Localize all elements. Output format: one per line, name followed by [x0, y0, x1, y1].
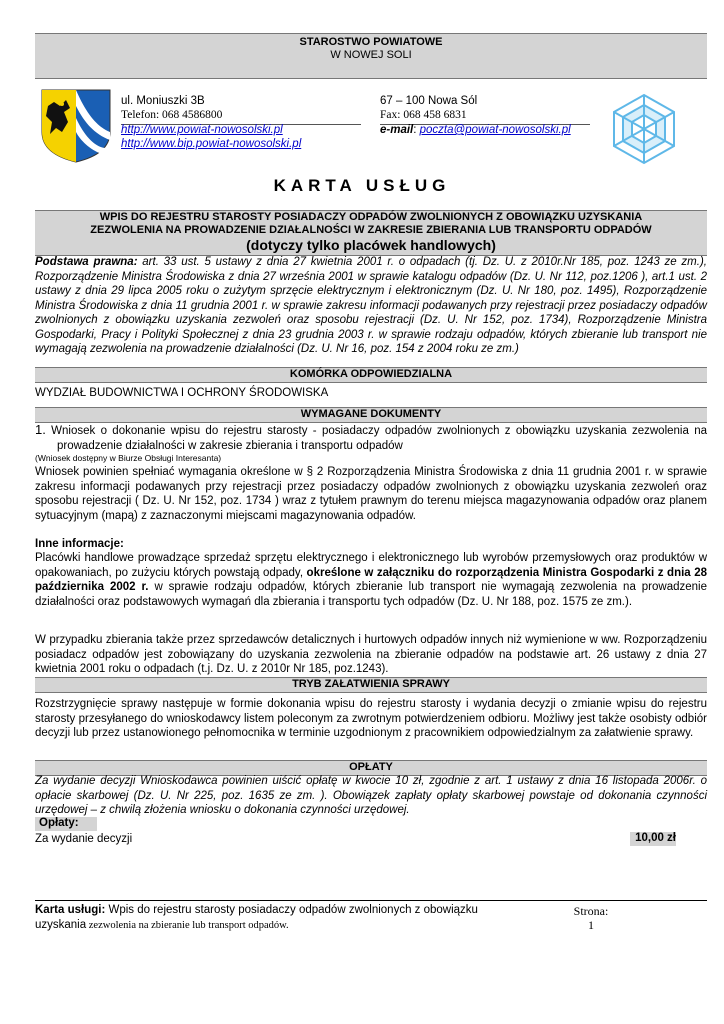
unit-heading: KOMÓRKA ODPOWIEDZIALNA — [35, 367, 707, 383]
subject-line-1: WPIS DO REJESTRU STAROSTY POSIADACZY ODPADÓW ZWOLNIONYCH Z OBOWIĄZKU UZYSKANIA — [99, 211, 643, 223]
email-separator: : — [413, 124, 420, 136]
office-header — [35, 33, 707, 79]
page-label: Strona: — [573, 904, 609, 918]
mode-text: Rozstrzygnięcie sprawy następuje w formie dokonania wpisu do rejestru starosty i wydania decyzji o zmianie wpisu do rejestru starosty przesyłanego do wnioskodawcy listem poleconym za zwrotnym potwierdzeniem odbioru. Możliwy jest także osobisty odbiór decyzji lub przez ustanowionego pełnomocnika w terminie uzgodnionym z pracownikiem odpowiedzialnym za załatwienie sprawy. — [35, 698, 707, 739]
mode-heading: TRYB ZAŁATWIENIA SPRAWY — [35, 677, 707, 693]
docs-item-number: 1. — [35, 422, 46, 437]
email-row — [380, 124, 571, 138]
legal-text: art. 33 ust. 5 ustawy z dnia 27 kwietnia 2001 r. o odpadach (tj. Dz. U. z 2010r.Nr 185, poz. 1243 ze zm.), Rozporządzenie Ministra Środowiska z dnia 27 września 2001 w sprawie katalogu odpadów (Dz. U. Nr 112, poz.1206 ), art.1 ust. 2 ustawy z dnia 29 lipca 2005 roku o zużytym sprzęcie elektrycznym i elektronicznym (Dz. U. Nr 180, poz. 1495), Rozporządzenie Ministra Środowiska z dnia 11 grudnia 2001 r. w sprawie zakresu informacji podawanych przy rejestracji przez posiadaczy odpadów zwolnionych z obowiązku uzyskania zezwoleń oraz sposobu rejestracji (Dz. U. Nr 152, poz. 1734), Rozporządzenie Ministra Gospodarki, Pracy i Polityki Społecznej z dnia 23 grudnia 2003 r. w sprawie rodzaju odpadów, których zbieranie lub transport nie wymagają zezwolenia na prowadzenie działalności (Dz. U. Nr 16, poz. 154 z 2004 roku ze zm.) — [35, 256, 707, 355]
info-paragraph-1 — [35, 551, 707, 609]
email-link[interactable]: poczta@powiat-nowosolski.pl — [419, 124, 571, 136]
info-heading: Inne informacje: — [35, 538, 124, 550]
website-link[interactable]: http://www.powiat-nowosolski.pl — [121, 124, 283, 136]
city: 67 – 100 Nowa Sól — [380, 95, 478, 107]
info-paragraph-2: W przypadku zbierania także przez sprzedawców detalicznych i hurtowych odpadów innych niż wymienione w ww. Rozporządzeniu posiadacz odpadów jest zobowiązany do uzyskania zezwolenia na zbieranie odpadów na podstawie art. 26 ustawy z dnia 27 kwietnia 2001 roku o odpadach (t.j. Dz. U. z 2010r Nr 185, poz.1243). — [35, 634, 707, 675]
info-p1-start: Placówki handlowe prowadzące sprzedaż sprzętu elektrycznego i elektronicznego lub wyrobów przemysłowych oraz produktów w opakowaniach, po zużyciu których powstają odpady, — [35, 552, 707, 579]
subject-line-3: (dotyczy tylko placówek handlowych) — [246, 237, 496, 253]
docs-item-text: Wniosek o dokonanie wpisu do rejestru starosty - posiadaczy odpadów zwolnionych z obowiązku uzyskania zezwolenia na prowadzenie działalności w zakresie zbierania i transportu odpadów — [45, 425, 707, 452]
unit-name: WYDZIAŁ BUDOWNICTWA I OCHRONY ŚRODOWISKA — [35, 387, 329, 399]
county-logo-icon — [612, 93, 676, 165]
footer-label: Karta usługi: — [35, 904, 106, 916]
office-name: STAROSTWO POWIATOWE — [299, 36, 443, 48]
docs-paragraph: Wniosek powinien spełniać wymagania określone w § 2 Rozporządzenia Ministra Środowiska z dnia 11 grudnia 2001 r. w sprawie zakresu informacji podawanych przy rejestracji przez posiadaczy odpadów zwolnionych z obowiązku uzyskania zezwoleń oraz sposobu rejestracji ( Dz. U. Nr 152, poz. 1734 ) wraz z tytułem prawnym do terenu miejsca magazynowania odpadów oraz planem sytuacyjnym (mapą) z zaznaczonymi miejscami magazynowania odpadów. — [35, 466, 707, 522]
footer-line-2b: zezwolenia na zbieranie lub transport odpadów. — [86, 920, 289, 931]
page-number: 1 — [588, 918, 594, 932]
info-p1-bold: określone w załączniku do rozporządzenia Ministra Gospodarki z dnia 28 października 2002 r. — [35, 566, 707, 593]
fee-item: Za wydanie decyzji — [35, 833, 133, 845]
coat-of-arms-icon — [40, 88, 112, 164]
subject-line-2: ZEZWOLENIA NA PROWADZENIE DZIAŁALNOŚCI W ZAKRESIE ZBIERANIA LUB TRANSPORTU ODPADÓW — [90, 224, 652, 236]
info-p1-end: w sprawie rodzaju odpadów, których zbieranie lub transport nie wymagają zezwolenia na prowadzenie działalności oraz podstawowych wymagań dla zbierania i transportu tych odpadów (Dz. U. Nr 188, poz. 1575 ze zm.). — [35, 581, 707, 608]
footer-line-1: Wpis do rejestru starosty posiadaczy odpadów zwolnionych z obowiązku — [105, 904, 478, 916]
page-title: KARTA USŁUG — [273, 176, 451, 195]
legal-basis — [35, 255, 707, 357]
phone: Telefon: 068 4586800 — [121, 109, 223, 121]
footer-line-2a: uzyskania — [35, 919, 87, 931]
bip-link[interactable]: http://www.bip.powiat-nowosolski.pl — [121, 138, 302, 150]
street: ul. Moniuszki 3B — [121, 95, 205, 107]
fax: Fax: 068 458 6831 — [380, 109, 467, 121]
fees-label: Opłaty: — [35, 817, 97, 831]
legal-label: Podstawa prawna: — [35, 256, 138, 268]
subject-bar — [35, 210, 707, 256]
docs-heading: WYMAGANE DOKUMENTY — [35, 407, 707, 423]
docs-item — [35, 423, 707, 453]
footer-text — [35, 903, 535, 933]
docs-note: (Wniosek dostępny w Biurze Obsługi Interesanta) — [35, 453, 222, 463]
office-city: W NOWEJ SOLI — [330, 49, 412, 61]
fees-text: Za wydanie decyzji Wnioskodawca powinien uiścić opłatę w kwocie 10 zł, zgodnie z art. 1 ustawy z dnia 16 listopada 2006r. o opłacie skarbowej (Dz. U. Nr 225, poz. 1635 ze zm. ). Obowiązek zapłaty opłaty skarbowej powstaje od dokonania czynności urzędowej – z chwilą złożenia wniosku o dokonania czynności urzędowej. — [35, 775, 707, 816]
fees-heading: OPŁATY — [35, 760, 707, 776]
email-label: e-mail — [380, 124, 414, 136]
fee-amount: 10,00 zł — [630, 832, 676, 846]
page-indicator — [566, 904, 616, 932]
footer-divider — [35, 900, 707, 901]
